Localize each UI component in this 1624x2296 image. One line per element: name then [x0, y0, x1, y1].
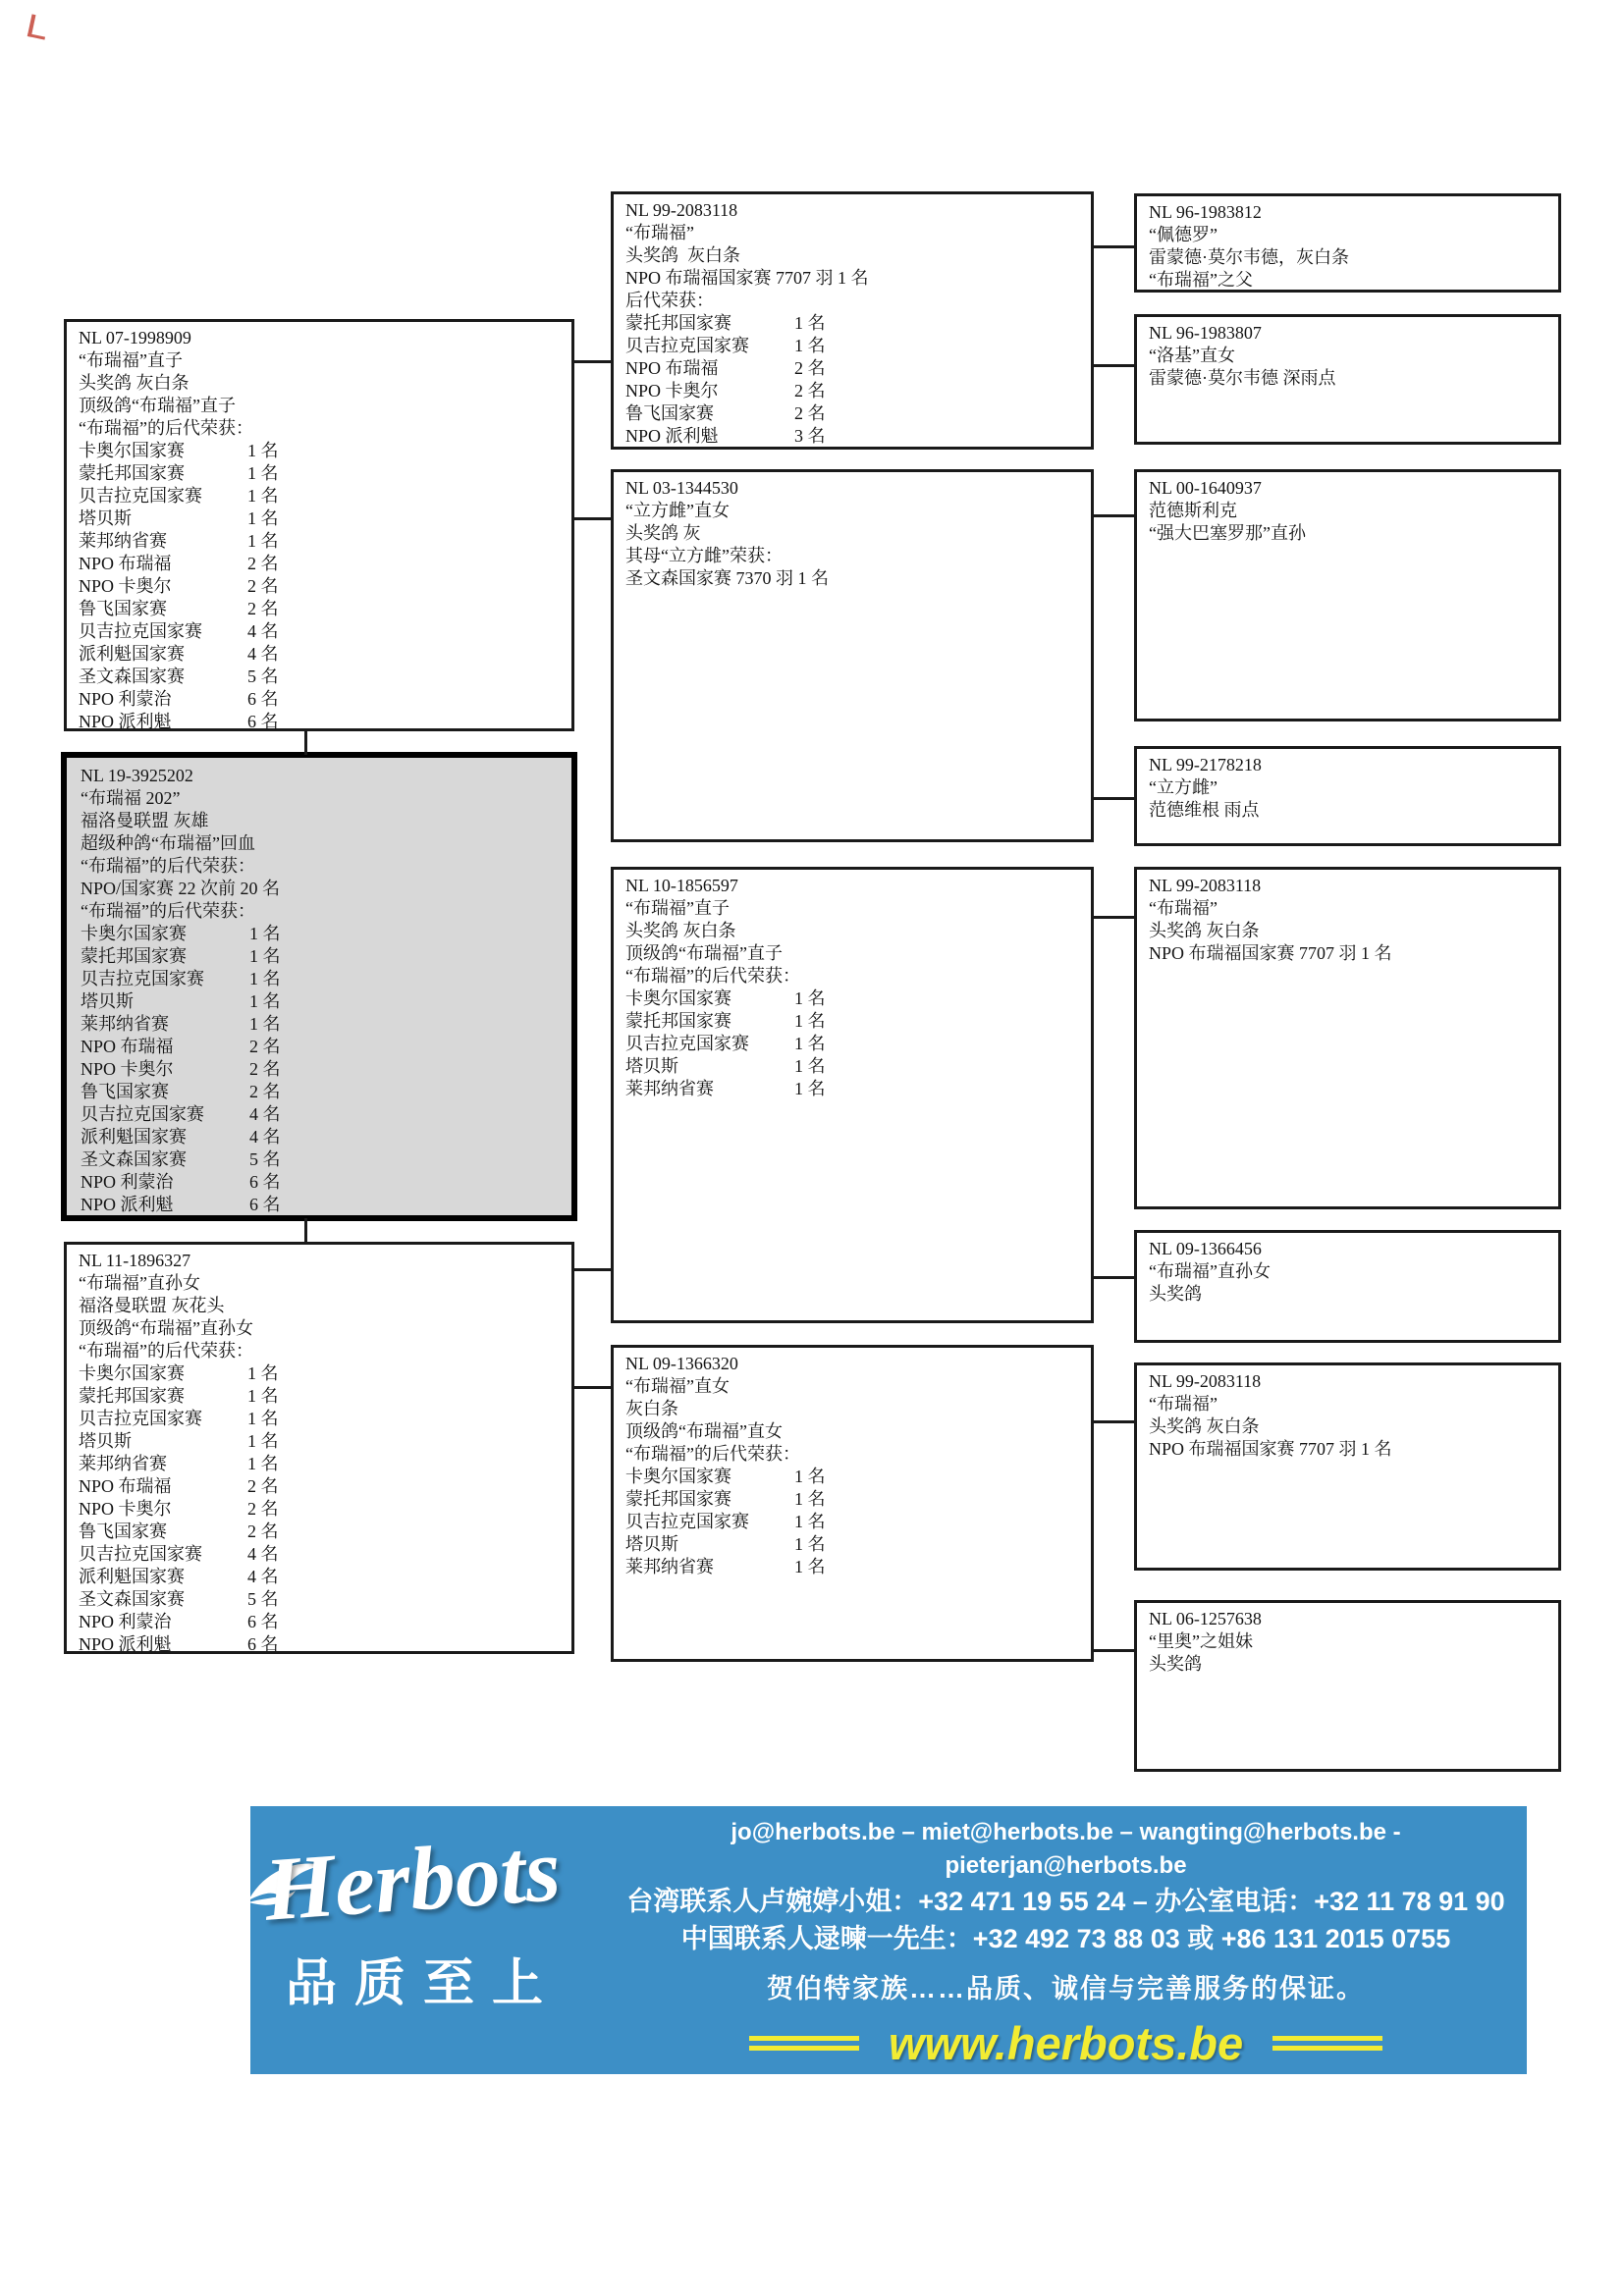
text-line: “布瑞福”的后代荣获： [79, 418, 253, 438]
text-line: 贝吉拉克国家赛 1 名 [81, 969, 281, 988]
text-line: 头奖鸽 灰白条 [1149, 921, 1260, 940]
text-line: “布瑞福” [1149, 898, 1218, 918]
text-line: NPO 卡奥尔 2 名 [79, 1499, 279, 1519]
decorative-bars-right [1272, 2036, 1382, 2051]
text-line: 顶级鸽“布瑞福”直子 [625, 943, 783, 963]
box-great-grandparent-8 [1134, 1600, 1561, 1772]
text-line: 蒙托邦国家赛 1 名 [625, 313, 826, 333]
text-line: 莱邦纳省赛 1 名 [625, 1557, 826, 1576]
connector-line [572, 360, 613, 363]
text-line: NL 99-2083118 [1149, 876, 1262, 895]
text-line: “立方雌” [1149, 777, 1218, 797]
text-line: NPO 卡奥尔 2 名 [625, 381, 826, 400]
banner-family-slogan: 贺伯特家族……品质、诚信与完善服务的保证。 [767, 1974, 1365, 2003]
text-line: 头奖鸽 灰白条 [79, 373, 189, 393]
connector-line [304, 1218, 307, 1245]
text-line: 贝吉拉克国家赛 1 名 [625, 336, 826, 355]
text-line: 贝吉拉克国家赛 1 名 [79, 486, 279, 506]
box-great-grandparent-3 [1134, 469, 1561, 721]
connector-line [1092, 916, 1136, 919]
text-line: NPO 派利魁 3 名 [625, 426, 826, 446]
text-line: “里奥”之姐妹 [1149, 1631, 1253, 1651]
text-line: 圣文森国家赛 5 名 [79, 1589, 279, 1609]
text-line: 福洛曼联盟 灰花头 [79, 1296, 225, 1315]
text-line: 卡奥尔国家赛 1 名 [81, 924, 281, 943]
text-line: 派利魁国家赛 4 名 [79, 644, 279, 664]
text-line: 鲁飞国家赛 2 名 [79, 599, 279, 618]
text-line: 塔贝斯 1 名 [79, 1431, 279, 1451]
text-line: 鲁飞国家赛 2 名 [79, 1522, 279, 1541]
text-line: 莱邦纳省赛 1 名 [81, 1014, 281, 1034]
text-line: NL 07-1998909 [79, 328, 191, 347]
text-line: 头奖鸽 灰白条 [625, 921, 736, 940]
text-line: NPO 卡奥尔 2 名 [79, 576, 279, 596]
text-line: 贝吉拉克国家赛 4 名 [79, 1544, 279, 1564]
text-line: NPO 布瑞福国家赛 7707 羽 1 名 [625, 268, 869, 288]
box-great-grandparent-5 [1134, 867, 1561, 1209]
box-subject [61, 752, 577, 1221]
text-line: “布瑞福”直孙女 [79, 1273, 200, 1293]
text-line: 头奖鸽 [1149, 1284, 1202, 1304]
box-paternal-granddam [611, 469, 1094, 842]
text-line: 范德斯利克 [1149, 501, 1237, 520]
text-line: “佩德罗” [1149, 225, 1218, 244]
connector-line [572, 517, 613, 520]
box-sire [64, 319, 574, 731]
text-line: NL 96-1983807 [1149, 323, 1262, 343]
text-line: 福洛曼联盟 灰雄 [81, 811, 209, 830]
text-line: 塔贝斯 1 名 [625, 1534, 826, 1554]
text-line: 蒙托邦国家赛 1 名 [81, 946, 281, 966]
text-line: NL 99-2178218 [1149, 755, 1262, 774]
text-line: 其母“立方雌”荣获： [625, 546, 783, 565]
text-line: 顶级鸽“布瑞福”直女 [625, 1421, 783, 1441]
connector-line [1092, 797, 1136, 800]
text-line: NPO 派利魁 6 名 [79, 712, 279, 731]
text-line: 贝吉拉克国家赛 1 名 [79, 1409, 279, 1428]
text-line: 雷蒙德·莫尔韦德 深雨点 [1149, 368, 1336, 388]
brand-logo: Herbots [260, 1819, 564, 1940]
text-line: NL 11-1896327 [79, 1251, 191, 1270]
text-line: NL 19-3925202 [81, 766, 193, 785]
text-line: NL 99-2083118 [625, 200, 738, 220]
text-line: 头奖鸽 灰白条 [625, 245, 740, 265]
corner-mark [27, 14, 49, 39]
text-line: NPO 利蒙治 6 名 [81, 1172, 281, 1192]
text-line: 鲁飞国家赛 2 名 [625, 403, 826, 423]
connector-line [304, 731, 307, 755]
box-maternal-granddam [611, 1345, 1094, 1662]
text-line: NL 06-1257638 [1149, 1609, 1262, 1629]
text-line: NPO 布瑞福 2 名 [625, 358, 826, 378]
text-line: 贝吉拉克国家赛 1 名 [625, 1512, 826, 1531]
connector-line [1092, 1276, 1136, 1279]
text-line: “布瑞福”之父 [1149, 270, 1253, 290]
text-line: NPO 利蒙治 6 名 [79, 689, 279, 709]
text-line: 莱邦纳省赛 1 名 [79, 1454, 279, 1473]
text-line: NPO 布瑞福 2 名 [79, 1476, 279, 1496]
text-line: 后代荣获： [625, 291, 714, 310]
text-line: 圣文森国家赛 7370 羽 1 名 [625, 568, 829, 588]
box-paternal-grandsire [611, 191, 1094, 450]
text-line: “布瑞福”直孙女 [1149, 1261, 1271, 1281]
connector-line [1092, 364, 1136, 367]
text-line: 灰白条 [625, 1399, 678, 1418]
text-line: 头奖鸽 灰白条 [1149, 1416, 1260, 1436]
text-line: NL 09-1366320 [625, 1354, 738, 1373]
text-line: NPO 布瑞福 2 名 [81, 1037, 281, 1056]
text-line: NPO 布瑞福国家赛 7707 羽 1 名 [1149, 1439, 1392, 1459]
box-dam [64, 1242, 574, 1654]
text-line: “布瑞福”的后代荣获： [625, 966, 800, 986]
text-line: “布瑞福”的后代荣获： [81, 856, 255, 876]
website-url: www.herbots.be [888, 2017, 1244, 2069]
text-line: 贝吉拉克国家赛 4 名 [79, 621, 279, 641]
text-line: 蒙托邦国家赛 1 名 [79, 463, 279, 483]
box-great-grandparent-7 [1134, 1362, 1561, 1571]
text-line: 头奖鸽 [1149, 1654, 1202, 1674]
connector-line [572, 1386, 613, 1389]
banner-emails: jo@herbots.be – miet@herbots.be – wangting@herbots.be - pieterjan@herbots.be [731, 1819, 1401, 1879]
text-line: 卡奥尔国家赛 1 名 [79, 1363, 279, 1383]
connector-line [1092, 514, 1136, 517]
text-line: NPO/国家赛 22 次前 20 名 [81, 879, 281, 898]
text-line: 贝吉拉克国家赛 1 名 [625, 1034, 826, 1053]
text-line: “布瑞福”直子 [625, 898, 730, 918]
text-line: “布瑞福”直女 [625, 1376, 730, 1396]
text-line: 蒙托邦国家赛 1 名 [79, 1386, 279, 1406]
text-line: 塔贝斯 1 名 [625, 1056, 826, 1076]
text-line: 圣文森国家赛 5 名 [79, 667, 279, 686]
connector-line [1092, 1649, 1136, 1652]
text-line: “布瑞福 202” [81, 788, 181, 808]
text-line: 超级种鸽“布瑞福”回血 [81, 833, 255, 853]
text-line: 头奖鸽 灰 [625, 523, 701, 543]
text-line: NL 96-1983812 [1149, 202, 1262, 222]
text-line: “布瑞福”的后代荣获： [625, 1444, 800, 1464]
text-line: NL 99-2083118 [1149, 1371, 1262, 1391]
text-line: 派利魁国家赛 4 名 [81, 1127, 281, 1147]
text-line: NPO 布瑞福 2 名 [79, 554, 279, 573]
text-line: NL 09-1366456 [1149, 1239, 1262, 1258]
connector-line [1092, 1420, 1136, 1423]
banner-taiwan-contact: 台湾联系人卢婉婷小姐：+32 471 19 55 24 – 办公室电话：+32 11 78 91 90 [626, 1887, 1505, 1916]
box-maternal-grandsire [611, 867, 1094, 1323]
text-line: 卡奥尔国家赛 1 名 [79, 441, 279, 460]
brand-slogan-cn: 品质至上 [286, 1956, 562, 2012]
text-line: NL 03-1344530 [625, 478, 738, 498]
text-line: NPO 布瑞福国家赛 7707 羽 1 名 [1149, 943, 1392, 963]
text-line: “布瑞福” [1149, 1394, 1218, 1414]
text-line: 蒙托邦国家赛 1 名 [625, 1011, 826, 1031]
text-line: 卡奥尔国家赛 1 名 [625, 988, 826, 1008]
box-great-grandparent-2 [1134, 314, 1561, 445]
text-line: “布瑞福” [625, 223, 694, 242]
text-line: 塔贝斯 1 名 [79, 508, 279, 528]
decorative-bars-left [749, 2036, 859, 2051]
text-line: NPO 卡奥尔 2 名 [81, 1059, 281, 1079]
text-line: “立方雌”直女 [625, 501, 730, 520]
text-line: “强大巴塞罗那”直孙 [1149, 523, 1306, 543]
text-line: 顶级鸽“布瑞福”直子 [79, 396, 236, 415]
text-line: “布瑞福”的后代荣获： [79, 1341, 253, 1361]
text-line: “布瑞福”的后代荣获： [81, 901, 255, 921]
text-line: NPO 派利魁 6 名 [79, 1634, 279, 1654]
text-line: 塔贝斯 1 名 [81, 991, 281, 1011]
text-line: 卡奥尔国家赛 1 名 [625, 1467, 826, 1486]
text-line: “布瑞福”直子 [79, 350, 183, 370]
box-great-grandparent-6 [1134, 1230, 1561, 1343]
text-line: NPO 利蒙治 6 名 [79, 1612, 279, 1631]
text-line: NPO 派利魁 6 名 [81, 1195, 281, 1214]
text-line: 贝吉拉克国家赛 4 名 [81, 1104, 281, 1124]
text-line: 圣文森国家赛 5 名 [81, 1149, 281, 1169]
banner-china-contact: 中国联系人逯暕一先生：+32 492 73 88 03 或 +86 131 2015 0755 [680, 1924, 1451, 1953]
text-line: 鲁飞国家赛 2 名 [81, 1082, 281, 1101]
text-line: 雷蒙德·莫尔韦德，灰白条 [1149, 247, 1349, 267]
text-line: 蒙托邦国家赛 1 名 [625, 1489, 826, 1509]
connector-line [572, 1268, 613, 1271]
text-line: “洛基”直女 [1149, 346, 1235, 365]
box-great-grandparent-1 [1134, 193, 1561, 293]
text-line: NL 10-1856597 [625, 876, 738, 895]
herbots-banner [250, 1806, 1527, 2074]
box-great-grandparent-4 [1134, 746, 1561, 846]
text-line: 顶级鸽“布瑞福”直孙女 [79, 1318, 253, 1338]
text-line: 范德维根 雨点 [1149, 800, 1260, 820]
text-line: NL 00-1640937 [1149, 478, 1262, 498]
text-line: 莱邦纳省赛 1 名 [625, 1079, 826, 1098]
text-line: 派利魁国家赛 4 名 [79, 1567, 279, 1586]
text-line: 莱邦纳省赛 1 名 [79, 531, 279, 551]
connector-line [1092, 245, 1136, 248]
